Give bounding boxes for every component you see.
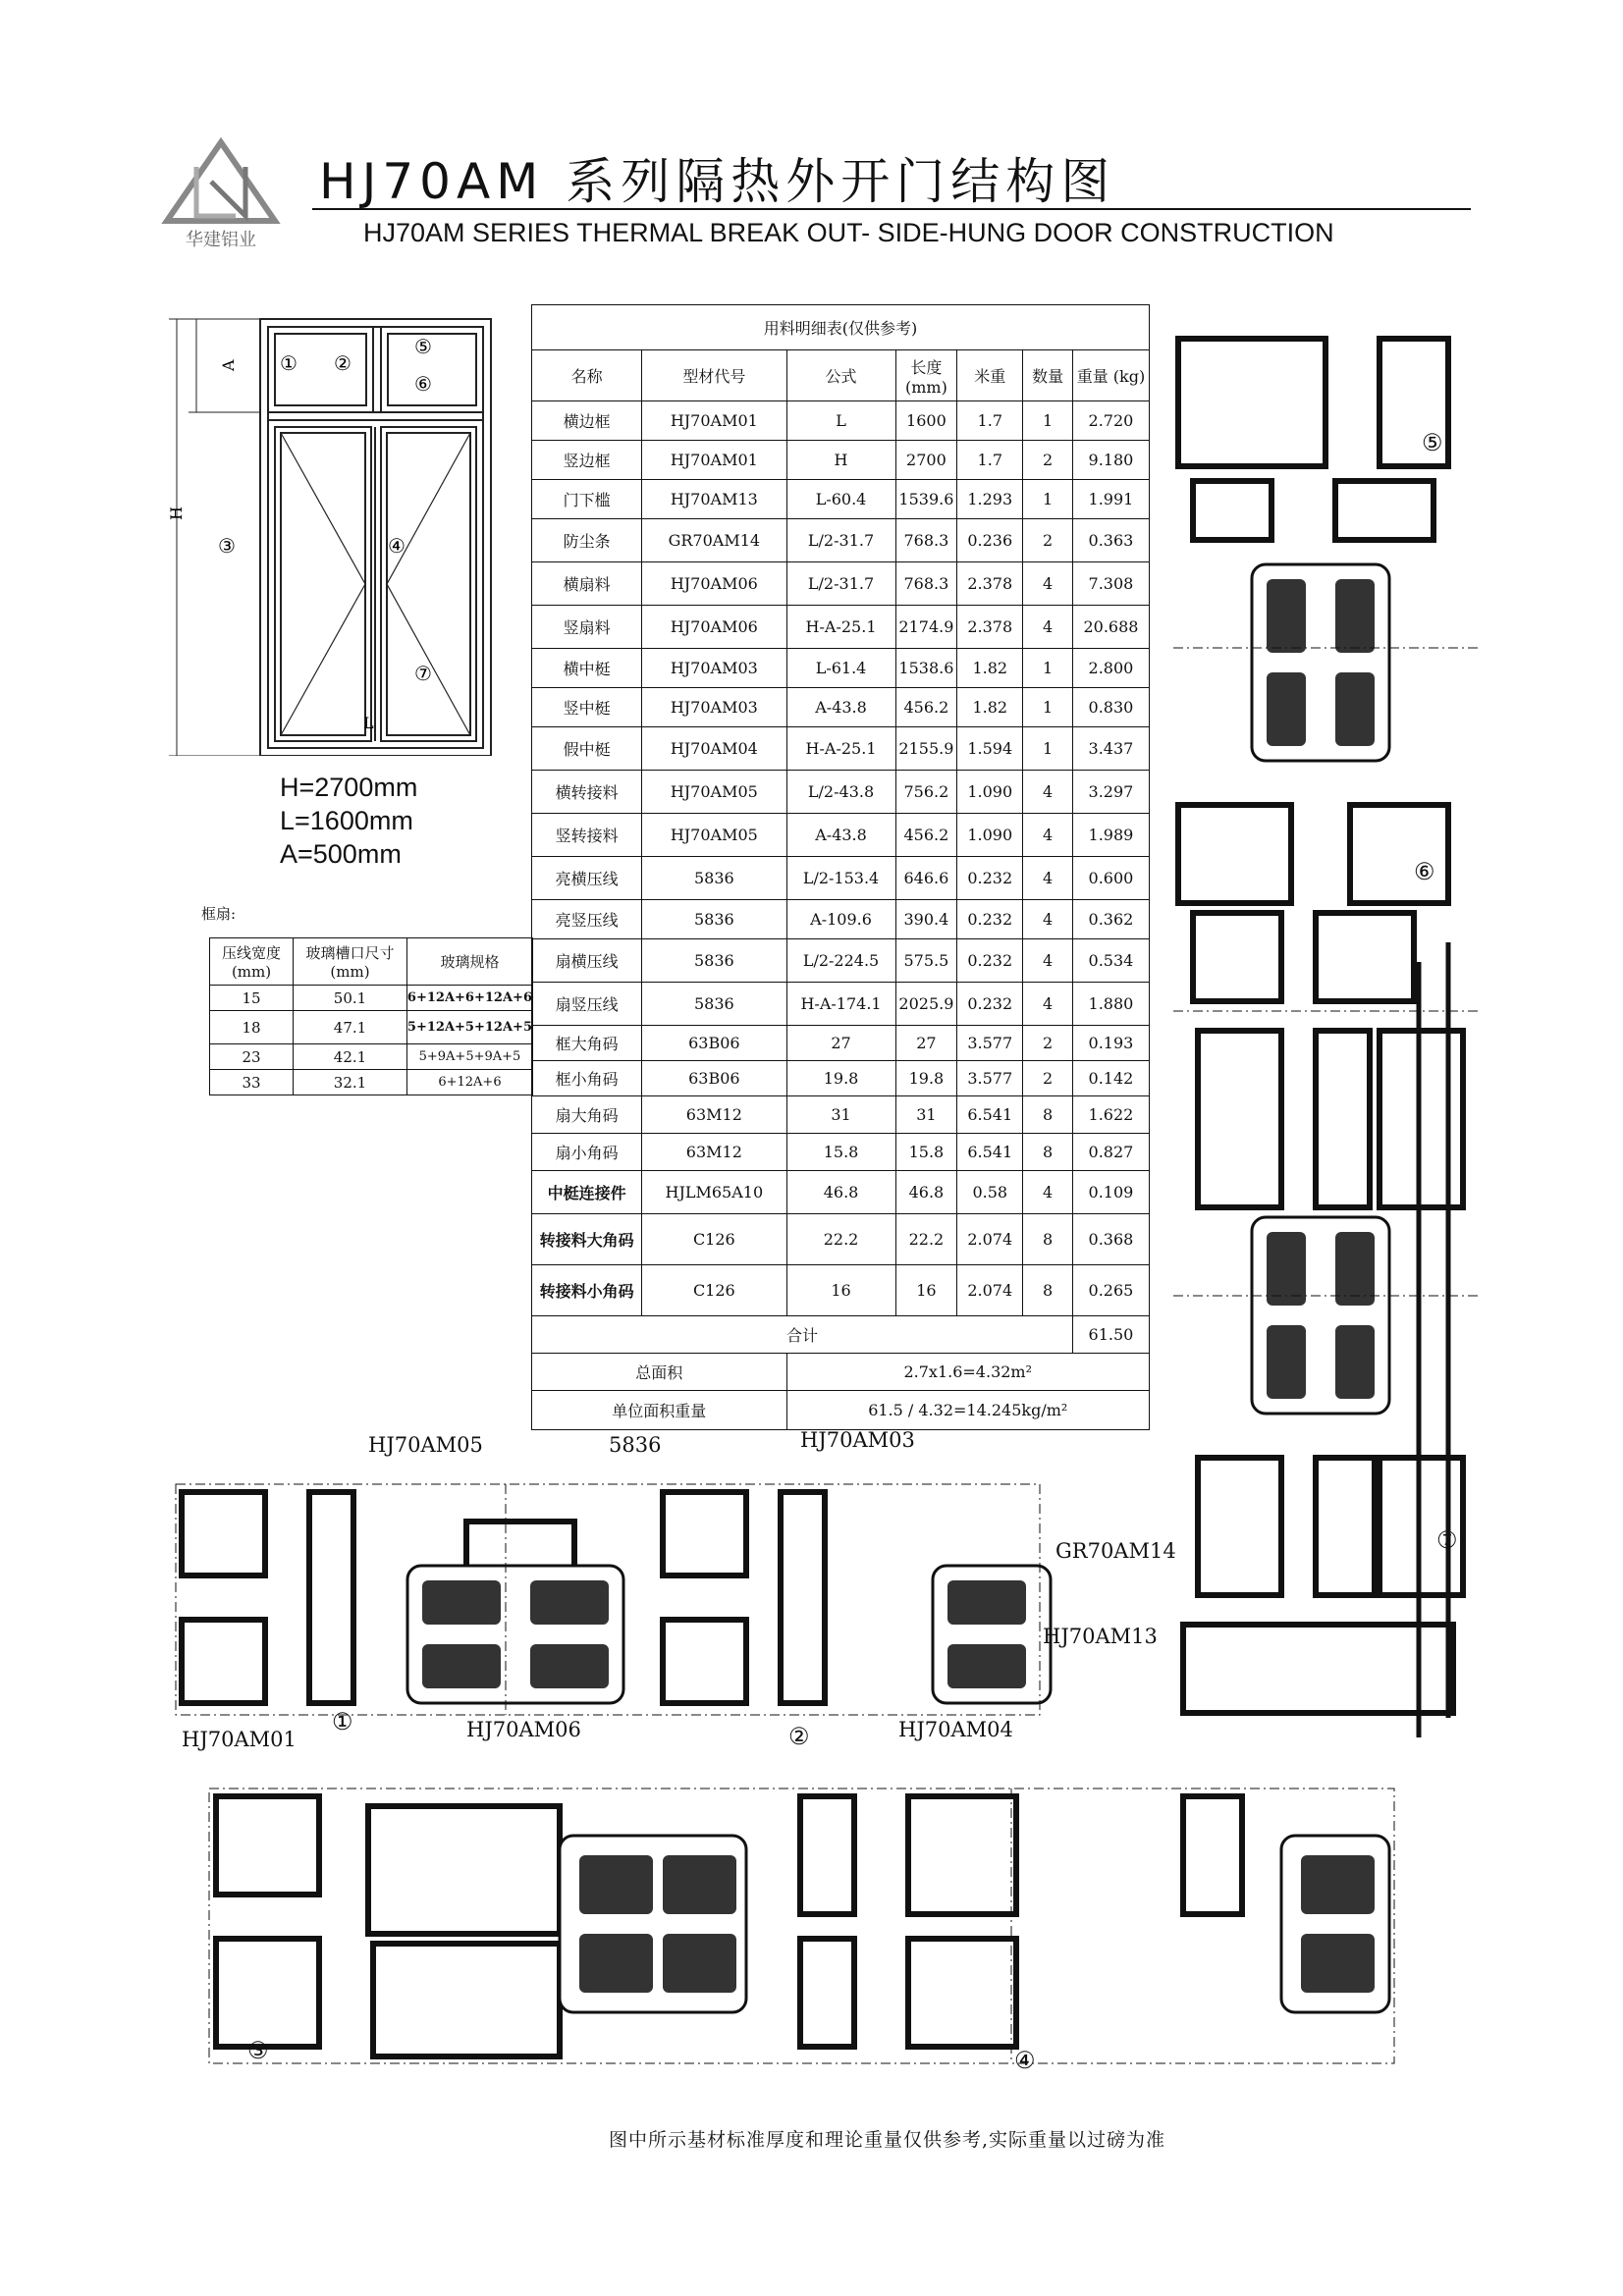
bom-row [532, 688, 1150, 727]
bom-cell: C126 [642, 1265, 786, 1316]
bom-cell: 646.6 [895, 857, 957, 900]
bom-cell: 8 [1023, 1096, 1073, 1134]
bom-cell: 2155.9 [895, 727, 957, 771]
bom-cell: 0.232 [957, 939, 1023, 983]
bom-cell: H-A-25.1 [786, 727, 895, 771]
glass-row: 23 42.1 5+9A+5+9A+5 [210, 1044, 533, 1070]
bom-cell: 8 [1023, 1134, 1073, 1171]
bom-cell: 768.3 [895, 562, 957, 606]
bom-row [532, 606, 1150, 649]
bom-cell: 1.989 [1072, 814, 1149, 857]
section-marker-7: ⑦ [1436, 1526, 1458, 1554]
bom-cell: HJLM65A10 [642, 1171, 786, 1214]
bom-cell: 2 [1023, 1061, 1073, 1096]
label-hj70am01: HJ70AM01 [182, 1728, 297, 1751]
bom-cell: 390.4 [895, 900, 957, 939]
title-divider [312, 208, 1471, 210]
glass-caption: 框扇: [201, 905, 237, 923]
bom-cell: GR70AM14 [642, 519, 786, 562]
bom-cell: 框大角码 [532, 1026, 642, 1061]
bom-cell: 27 [895, 1026, 957, 1061]
param-a: A=500mm [280, 839, 402, 869]
bom-row [532, 727, 1150, 771]
bom-cell: A-109.6 [786, 900, 895, 939]
logo-mark [157, 137, 285, 250]
marker-4: ④ [388, 534, 406, 558]
bom-cell: 5836 [642, 939, 786, 983]
bom-cell: 46.8 [786, 1171, 895, 1214]
bom-cell: A-43.8 [786, 814, 895, 857]
bom-cell: 0.368 [1072, 1214, 1149, 1265]
bom-cell: 63M12 [642, 1134, 786, 1171]
bom-cell: 0.600 [1072, 857, 1149, 900]
bom-row [532, 1171, 1150, 1214]
bom-cell: 转接料小角码 [532, 1265, 642, 1316]
bom-cell: 575.5 [895, 939, 957, 983]
bom-cell: 竖边框 [532, 441, 642, 480]
bom-cell: 20.688 [1072, 606, 1149, 649]
bom-cell: 15.8 [786, 1134, 895, 1171]
bom-cell: 16 [895, 1265, 957, 1316]
bom-cell: 7.308 [1072, 562, 1149, 606]
bom-cell: 0.363 [1072, 519, 1149, 562]
bom-cell: 1 [1023, 401, 1073, 441]
bom-cell: 5836 [642, 857, 786, 900]
bom-cell: L-60.4 [786, 480, 895, 519]
dim-l: L [363, 714, 374, 732]
door-elevation [157, 304, 520, 756]
bom-cell: 456.2 [895, 814, 957, 857]
bom-cell: 横边框 [532, 401, 642, 441]
bom-cell: 63B06 [642, 1026, 786, 1061]
bom-cell: 1538.6 [895, 649, 957, 688]
bom-cell: 4 [1023, 983, 1073, 1026]
bom-cell: 3.577 [957, 1061, 1023, 1096]
marker-2: ② [334, 351, 352, 375]
bom-cell: 1.293 [957, 480, 1023, 519]
bom-cell: L-61.4 [786, 649, 895, 688]
marker-7: ⑦ [414, 662, 432, 685]
bom-cell: 2.074 [957, 1214, 1023, 1265]
bom-row [532, 814, 1150, 857]
bom-cell: 2700 [895, 441, 957, 480]
bom-cell: 5836 [642, 900, 786, 939]
bom-cell: L [786, 401, 895, 441]
bom-cell: 22.2 [786, 1214, 895, 1265]
bom-row [532, 441, 1150, 480]
bom-cell: 0.827 [1072, 1134, 1149, 1171]
bom-cell: 3.577 [957, 1026, 1023, 1061]
bom-cell: H-A-25.1 [786, 606, 895, 649]
bom-cell: 横中梃 [532, 649, 642, 688]
bom-cell: HJ70AM01 [642, 401, 786, 441]
bom-row [532, 1265, 1150, 1316]
glass-row: 18 47.1 5+12A+5+12A+5 [210, 1011, 533, 1044]
bom-cell: 4 [1023, 1171, 1073, 1214]
bom-cell: 15.8 [895, 1134, 957, 1171]
bom-row [532, 401, 1150, 441]
bom-cell: 3.437 [1072, 727, 1149, 771]
bom-cell: 2174.9 [895, 606, 957, 649]
bom-cell: 1.991 [1072, 480, 1149, 519]
bom-cell: C126 [642, 1214, 786, 1265]
section-marker-1: ① [332, 1708, 353, 1735]
bom-cell: 63B06 [642, 1061, 786, 1096]
dim-a: A [219, 359, 238, 371]
bom-cell: 4 [1023, 857, 1073, 900]
bom-cell: 2 [1023, 1026, 1073, 1061]
footnote: 图中所示基材标准厚度和理论重量仅供参考,实际重量以过磅为准 [609, 2129, 1166, 2151]
bom-cell: 竖扇料 [532, 606, 642, 649]
bom-cell: 1.7 [957, 401, 1023, 441]
bom-cell: 0.232 [957, 857, 1023, 900]
bom-cell: 1.880 [1072, 983, 1149, 1026]
bom-cell: 0.236 [957, 519, 1023, 562]
bom-cell: A-43.8 [786, 688, 895, 727]
bom-cell: 8 [1023, 1214, 1073, 1265]
bom-cell: 9.180 [1072, 441, 1149, 480]
bom-table [531, 304, 1150, 1430]
bom-cell: 0.232 [957, 900, 1023, 939]
bom-cell: 2.074 [957, 1265, 1023, 1316]
bom-cell: 中梃连接件 [532, 1171, 642, 1214]
label-hj70am04: HJ70AM04 [898, 1718, 1013, 1741]
marker-6: ⑥ [414, 372, 432, 396]
horizontal-section-3-4 [201, 1777, 1399, 2071]
section-marker-2: ② [788, 1723, 810, 1750]
bom-cell: 扇小角码 [532, 1134, 642, 1171]
bom-cell: 2 [1023, 519, 1073, 562]
bom-row [532, 857, 1150, 900]
bom-cell: HJ70AM03 [642, 649, 786, 688]
bom-cell: 2.800 [1072, 649, 1149, 688]
bom-row [532, 1061, 1150, 1096]
section-marker-5: ⑤ [1422, 429, 1443, 456]
label-hj70am06: HJ70AM06 [466, 1718, 581, 1741]
bom-cell: 4 [1023, 814, 1073, 857]
bom-cell: 46.8 [895, 1171, 957, 1214]
glass-header-width: 压线宽度 (mm) [210, 938, 294, 986]
bom-row [532, 562, 1150, 606]
bom-cell: 63M12 [642, 1096, 786, 1134]
param-h: H=2700mm [280, 773, 418, 802]
glass-row: 33 32.1 6+12A+6 [210, 1070, 533, 1095]
bom-cell: 1 [1023, 688, 1073, 727]
bom-cell: 竖转接料 [532, 814, 642, 857]
bom-row [532, 983, 1150, 1026]
bom-cell: HJ70AM04 [642, 727, 786, 771]
bom-cell: 3.297 [1072, 771, 1149, 814]
bom-row [532, 1214, 1150, 1265]
label-hj70am13: HJ70AM13 [1043, 1625, 1158, 1648]
bom-cell: 扇大角码 [532, 1096, 642, 1134]
bom-cell: 1.090 [957, 771, 1023, 814]
bom-cell: 768.3 [895, 519, 957, 562]
bom-cell: 0.362 [1072, 900, 1149, 939]
section-marker-4: ④ [1014, 2047, 1036, 2074]
bom-cell: 2.720 [1072, 401, 1149, 441]
bom-cell: 19.8 [895, 1061, 957, 1096]
label-hj70am05: HJ70AM05 [368, 1433, 483, 1457]
bom-cell: 31 [786, 1096, 895, 1134]
bom-cell: 27 [786, 1026, 895, 1061]
bom-cell: HJ70AM01 [642, 441, 786, 480]
bom-row [532, 1134, 1150, 1171]
bom-cell: 22.2 [895, 1214, 957, 1265]
label-5836: 5836 [609, 1433, 662, 1457]
bom-cell: 0.58 [957, 1171, 1023, 1214]
bom-row [532, 771, 1150, 814]
bom-cell: 4 [1023, 606, 1073, 649]
bom-cell: 756.2 [895, 771, 957, 814]
bom-total-row: 合计 61.50 [532, 1316, 1150, 1354]
bom-cell: 假中梃 [532, 727, 642, 771]
bom-cell: 1.090 [957, 814, 1023, 857]
marker-5: ⑤ [414, 335, 432, 358]
bom-cell: 框小角码 [532, 1061, 642, 1096]
glass-row: 15 50.1 6+12A+6+12A+6 [210, 986, 533, 1011]
glass-header-slot: 玻璃槽口尺寸 (mm) [294, 938, 407, 986]
bom-cell: 扇竖压线 [532, 983, 642, 1026]
bom-row [532, 480, 1150, 519]
bom-row [532, 519, 1150, 562]
bom-cell: 亮横压线 [532, 857, 642, 900]
bom-cell: L/2-153.4 [786, 857, 895, 900]
bom-cell: 转接料大角码 [532, 1214, 642, 1265]
bom-cell: 1 [1023, 649, 1073, 688]
bom-cell: 1.622 [1072, 1096, 1149, 1134]
bom-cell: 456.2 [895, 688, 957, 727]
bom-row [532, 939, 1150, 983]
glass-header-spec: 玻璃规格 [406, 938, 532, 986]
bom-cell: 8 [1023, 1265, 1073, 1316]
bom-cell: 4 [1023, 900, 1073, 939]
bom-cell: 6.541 [957, 1096, 1023, 1134]
bom-cell: 6.541 [957, 1134, 1023, 1171]
company-logo [157, 137, 285, 250]
bom-cell: L/2-43.8 [786, 771, 895, 814]
bom-cell: 门下槛 [532, 480, 642, 519]
bom-cell: 0.265 [1072, 1265, 1149, 1316]
bom-cell: 19.8 [786, 1061, 895, 1096]
bom-cell: L/2-31.7 [786, 519, 895, 562]
logo-text: 华建铝业 [186, 230, 256, 250]
bom-cell: L/2-31.7 [786, 562, 895, 606]
bom-cell: 1.594 [957, 727, 1023, 771]
bom-cell: 横扇料 [532, 562, 642, 606]
label-hj70am03: HJ70AM03 [800, 1428, 915, 1452]
bom-row [532, 1096, 1150, 1134]
bom-cell: 1 [1023, 480, 1073, 519]
marker-1: ① [280, 351, 298, 375]
bom-cell: 2.378 [957, 562, 1023, 606]
bom-cell: HJ70AM03 [642, 688, 786, 727]
section-marker-6: ⑥ [1414, 858, 1435, 885]
bom-cell: 0.142 [1072, 1061, 1149, 1096]
bom-cell: 1.82 [957, 649, 1023, 688]
bom-row [532, 649, 1150, 688]
bom-cell: HJ70AM13 [642, 480, 786, 519]
bom-cell: 4 [1023, 771, 1073, 814]
bom-cell: 4 [1023, 939, 1073, 983]
bom-row [532, 1026, 1150, 1061]
bom-caption: 用料明细表(仅供参考) [532, 305, 1150, 350]
bom-cell: 2.378 [957, 606, 1023, 649]
bom-area-row: 总面积 2.7x1.6=4.32m² [532, 1354, 1150, 1391]
bom-cell: 4 [1023, 562, 1073, 606]
bom-cell: 亮竖压线 [532, 900, 642, 939]
bom-cell: 31 [895, 1096, 957, 1134]
bom-cell: 0.109 [1072, 1171, 1149, 1214]
label-gr70am14: GR70AM14 [1055, 1539, 1176, 1563]
horizontal-section-1-2 [172, 1472, 1055, 1728]
marker-3: ③ [218, 534, 236, 558]
vertical-section-drawing [1168, 324, 1483, 1737]
bom-cell: 0.232 [957, 983, 1023, 1026]
bom-cell: L/2-224.5 [786, 939, 895, 983]
bom-cell: HJ70AM06 [642, 562, 786, 606]
bom-cell: 16 [786, 1265, 895, 1316]
bom-cell: H [786, 441, 895, 480]
bom-cell: HJ70AM05 [642, 771, 786, 814]
bom-row [532, 900, 1150, 939]
bom-cell: 0.193 [1072, 1026, 1149, 1061]
glass-spec-table [209, 937, 533, 1095]
bom-cell: 2 [1023, 441, 1073, 480]
bom-cell: 1 [1023, 727, 1073, 771]
bom-cell: 5836 [642, 983, 786, 1026]
param-l: L=1600mm [280, 806, 413, 835]
bom-cell: 1539.6 [895, 480, 957, 519]
bom-cell: 防尘条 [532, 519, 642, 562]
bom-cell: 1600 [895, 401, 957, 441]
bom-cell: 1.82 [957, 688, 1023, 727]
bom-cell: HJ70AM06 [642, 606, 786, 649]
bom-cell: 扇横压线 [532, 939, 642, 983]
bom-header-row: 名称 型材代号 公式 长度 (mm) 米重 数量 重量 (kg) [532, 350, 1150, 401]
page-subtitle: HJ70AM SERIES THERMAL BREAK OUT- SIDE-HUNG DOOR CONSTRUCTION [363, 218, 1334, 247]
bom-cell: 横转接料 [532, 771, 642, 814]
page-title: HJ70AM 系列隔热外开门结构图 [319, 153, 1116, 210]
bom-cell: H-A-174.1 [786, 983, 895, 1026]
bom-cell: HJ70AM05 [642, 814, 786, 857]
section-marker-3: ③ [247, 2037, 269, 2064]
dim-h: H [167, 507, 186, 520]
bom-cell: 竖中梃 [532, 688, 642, 727]
bom-cell: 0.830 [1072, 688, 1149, 727]
bom-cell: 1.7 [957, 441, 1023, 480]
bom-unit-row: 单位面积重量 61.5 / 4.32=14.245kg/m² [532, 1391, 1150, 1430]
bom-cell: 0.534 [1072, 939, 1149, 983]
bom-cell: 2025.9 [895, 983, 957, 1026]
